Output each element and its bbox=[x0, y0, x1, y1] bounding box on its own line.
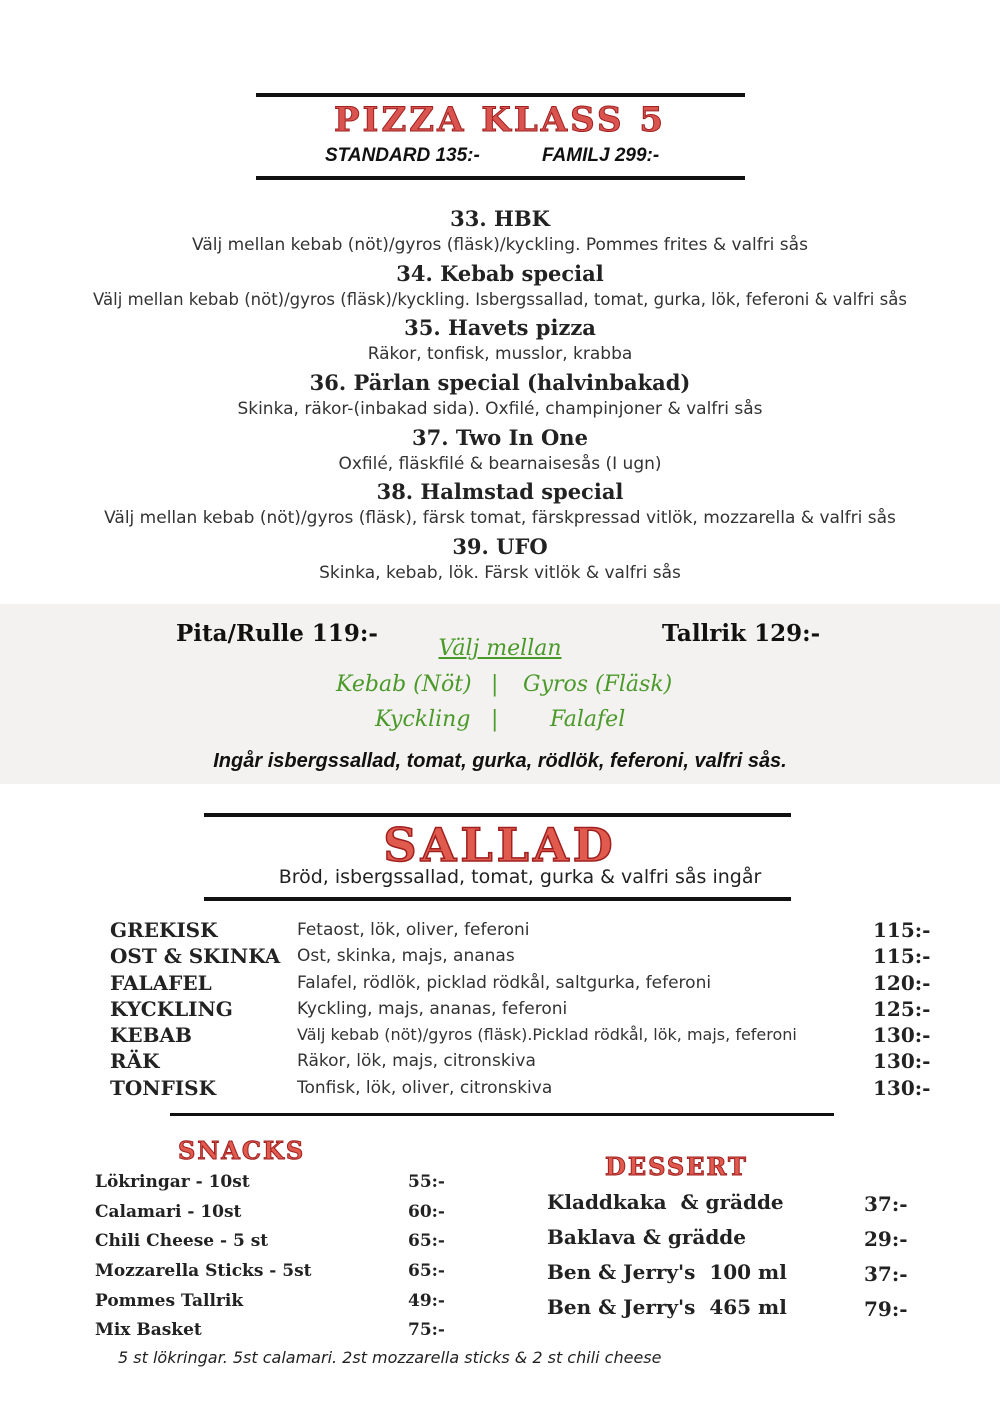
sallad-price: 130:- bbox=[873, 1049, 931, 1074]
snack-price: 75:- bbox=[408, 1320, 445, 1341]
pizza-familj-price: FAMILJ 299:- bbox=[542, 145, 660, 166]
pizza-name: 34. Kebab special bbox=[396, 260, 604, 286]
dessert-name: Ben & Jerry's 100 ml bbox=[547, 1260, 787, 1284]
mix-basket-note: 5 st lökringar. 5st calamari. 2st mozzarella sticks & 2 st chili cheese bbox=[118, 1348, 662, 1367]
tallrik-price: Tallrik 129:- bbox=[662, 620, 821, 647]
snacks-list bbox=[95, 1172, 455, 1350]
sallad-price: 120:- bbox=[873, 970, 931, 995]
pizza-name: 33. HBK bbox=[450, 206, 550, 231]
snack-row bbox=[95, 1320, 455, 1350]
sallad-desc: Kyckling, majs, ananas, feferoni bbox=[297, 998, 568, 1019]
sallad-row bbox=[110, 997, 940, 1023]
sallad-subtitle: Bröd, isbergssallad, tomat, gurka & valfri sås ingår bbox=[278, 866, 762, 888]
snack-row bbox=[95, 1261, 455, 1291]
snack-price: 65:- bbox=[408, 1261, 445, 1282]
snack-name: Lökringar - 10st bbox=[95, 1172, 250, 1192]
pizza-item bbox=[0, 205, 1000, 260]
sallad-price: 130:- bbox=[873, 1075, 931, 1100]
snack-price: 65:- bbox=[408, 1231, 445, 1252]
sallad-name: GREKISK bbox=[110, 918, 218, 942]
sallad-name: RÄK bbox=[110, 1049, 160, 1074]
sallad-table bbox=[110, 918, 940, 1102]
sallad-bottom-rule bbox=[204, 897, 791, 901]
snack-name: Mix Basket bbox=[95, 1320, 202, 1341]
pita-includes-note: Ingår isbergssallad, tomat, gurka, rödlök, feferoni, valfri sås. bbox=[213, 750, 787, 772]
sallad-desc: Tonfisk, lök, oliver, citronskiva bbox=[297, 1077, 553, 1098]
sallad-name: KEBAB bbox=[110, 1023, 192, 1048]
snack-price: 49:- bbox=[408, 1290, 445, 1311]
sallad-row bbox=[110, 1049, 940, 1075]
snack-name: Calamari - 10st bbox=[95, 1201, 242, 1222]
sallad-price: 125:- bbox=[873, 996, 931, 1021]
sallad-desc: Fetaost, lök, oliver, feferoni bbox=[297, 920, 530, 940]
snack-price: 55:- bbox=[408, 1172, 445, 1192]
pita-rulle-price: Pita/Rulle 119:- bbox=[176, 620, 378, 647]
pizza-bottom-rule bbox=[256, 176, 745, 180]
sallad-desc: Falafel, rödlök, picklad rödkål, saltgurka, feferoni bbox=[297, 972, 712, 993]
pizza-item bbox=[0, 533, 1000, 588]
sallad-desc: Ost, skinka, majs, ananas bbox=[297, 946, 515, 967]
pita-option-kyckling: Kyckling bbox=[375, 707, 471, 732]
pizza-name: 39. UFO bbox=[452, 534, 548, 560]
snack-row bbox=[95, 1202, 455, 1232]
pizza-item bbox=[0, 314, 1000, 369]
snack-name: Pommes Tallrik bbox=[95, 1290, 244, 1311]
snack-row bbox=[95, 1172, 455, 1202]
dessert-row bbox=[547, 1225, 927, 1260]
sallad-desc: Räkor, lök, majs, citronskiva bbox=[297, 1051, 536, 1072]
pizza-item bbox=[0, 260, 1000, 315]
dessert-price: 37:- bbox=[864, 1262, 908, 1286]
pizza-name: 35. Havets pizza bbox=[404, 315, 596, 341]
pizza-list bbox=[0, 205, 1000, 588]
pita-option-gyros: Gyros (Fläsk) bbox=[523, 672, 673, 697]
pizza-item bbox=[0, 478, 1000, 533]
sallad-row bbox=[110, 1076, 940, 1102]
snack-name: Mozzarella Sticks - 5st bbox=[95, 1261, 312, 1282]
dessert-price: 37:- bbox=[864, 1192, 908, 1216]
pizza-desc: Skinka, kebab, lök. Färsk vitlök & valfri sås bbox=[319, 563, 681, 584]
pizza-desc: Välj mellan kebab (nöt)/gyros (fläsk), färsk tomat, färskpressad vitlök, mozzarella & valfri sås bbox=[104, 508, 896, 529]
dessert-name: Baklava & grädde bbox=[547, 1225, 747, 1249]
pizza-desc: Välj mellan kebab (nöt)/gyros (fläsk)/kyckling. Isbergssallad, tomat, gurka, lök, feferoni & valfri sås bbox=[93, 289, 907, 309]
pizza-standard-price: STANDARD 135:- bbox=[325, 145, 480, 166]
pizza-section-title: PIZZA KLASS 5 bbox=[333, 100, 667, 140]
pita-option-kebab: Kebab (Nöt) bbox=[336, 672, 472, 697]
snack-row bbox=[95, 1291, 455, 1321]
dessert-row bbox=[547, 1190, 927, 1225]
dessert-name: Ben & Jerry's 465 ml bbox=[547, 1295, 787, 1319]
sallad-name: FALAFEL bbox=[110, 970, 212, 995]
sallad-name: KYCKLING bbox=[110, 996, 233, 1021]
sallad-end-rule bbox=[170, 1113, 834, 1116]
dessert-section-title: DESSERT bbox=[605, 1152, 748, 1181]
sallad-price: 115:- bbox=[873, 944, 931, 969]
dessert-price: 79:- bbox=[864, 1297, 908, 1321]
dessert-price: 29:- bbox=[864, 1227, 908, 1251]
dessert-row bbox=[547, 1260, 927, 1295]
sallad-row bbox=[110, 918, 940, 944]
snack-name: Chili Cheese - 5 st bbox=[95, 1231, 269, 1252]
pizza-desc: Räkor, tonfisk, musslor, krabba bbox=[367, 344, 633, 365]
sallad-price: 130:- bbox=[873, 1023, 931, 1048]
sallad-row bbox=[110, 944, 940, 970]
dessert-list bbox=[547, 1190, 927, 1330]
pita-choose-label: Välj mellan bbox=[438, 636, 562, 661]
sallad-desc: Välj kebab (nöt)/gyros (fläsk).Picklad rödkål, lök, majs, feferoni bbox=[297, 1025, 797, 1045]
dessert-name: Kladdkaka & grädde bbox=[547, 1190, 784, 1214]
pizza-name: 38. Halmstad special bbox=[376, 479, 624, 505]
pizza-desc: Välj mellan kebab (nöt)/gyros (fläsk)/kyckling. Pommes frites & valfri sås bbox=[192, 235, 808, 255]
sallad-price: 115:- bbox=[873, 918, 931, 942]
pita-option-falafel: Falafel bbox=[550, 707, 626, 732]
pizza-top-rule bbox=[256, 93, 745, 97]
pita-option-separator: | bbox=[491, 672, 499, 697]
pizza-desc: Skinka, räkor-(inbakad sida). Oxfilé, champinjoner & valfri sås bbox=[237, 399, 763, 420]
snacks-section-title: SNACKS bbox=[178, 1136, 306, 1165]
pita-option-separator: | bbox=[491, 707, 499, 732]
pizza-name: 37. Two In One bbox=[412, 424, 588, 450]
snack-price: 60:- bbox=[408, 1201, 445, 1222]
sallad-row bbox=[110, 1023, 940, 1049]
pizza-item bbox=[0, 424, 1000, 479]
snack-row bbox=[95, 1231, 455, 1261]
dessert-row bbox=[547, 1295, 927, 1330]
sallad-row bbox=[110, 971, 940, 997]
sallad-section-title: SALLAD bbox=[383, 818, 617, 872]
pizza-item bbox=[0, 369, 1000, 424]
sallad-name: OST & SKINKA bbox=[110, 944, 281, 969]
pizza-desc: Oxfilé, fläskfilé & bearnaisesås (I ugn) bbox=[338, 453, 662, 474]
sallad-name: TONFISK bbox=[110, 1075, 216, 1100]
sallad-top-rule bbox=[204, 813, 791, 817]
pizza-name: 36. Pärlan special (halvinbakad) bbox=[309, 370, 691, 396]
